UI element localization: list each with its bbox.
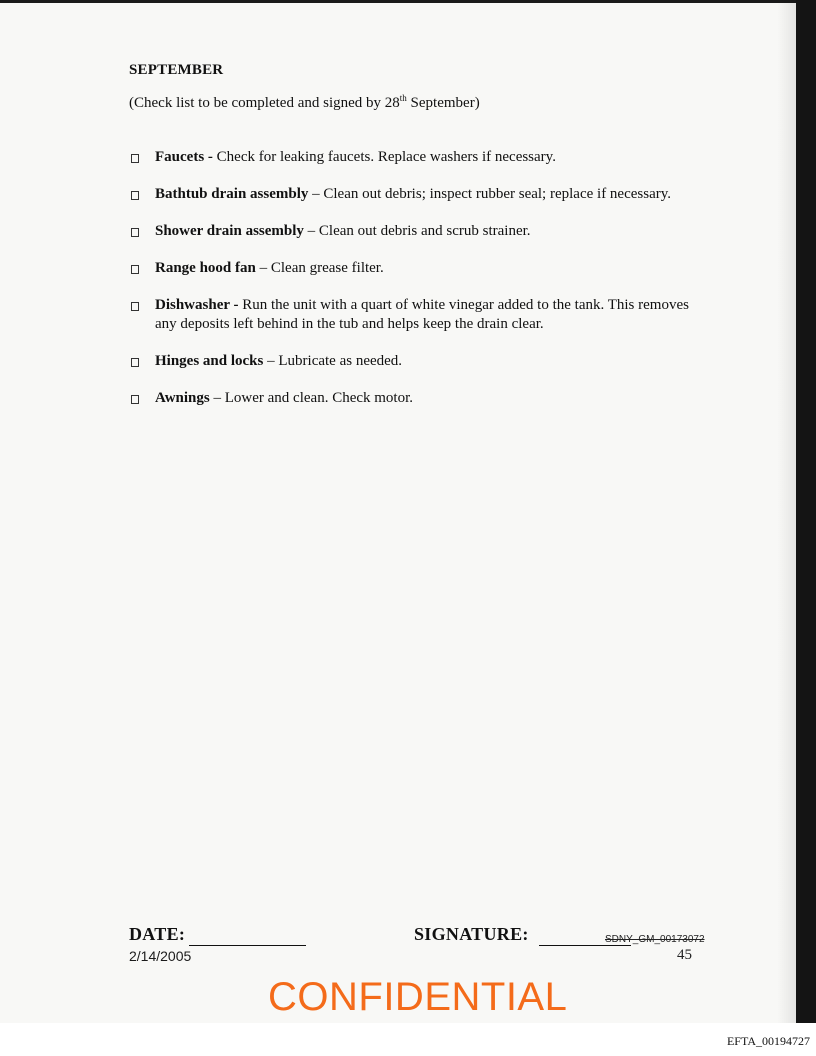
checklist-item-description: – Lubricate as needed. bbox=[263, 353, 403, 369]
scan-shadow bbox=[777, 0, 796, 1023]
date-label: DATE: bbox=[129, 924, 186, 944]
instructions-text: (Check list to be completed and signed by 28 bbox=[129, 95, 400, 111]
checklist-item-title: Awnings bbox=[155, 390, 210, 406]
instructions-superscript: th bbox=[399, 93, 407, 103]
checklist-item-description: – Clean out debris and scrub strainer. bbox=[303, 223, 531, 239]
checklist-item-title: Bathtub drain assembly bbox=[155, 186, 309, 202]
checklist-item-range-hood bbox=[129, 259, 689, 278]
checklist-item-shower-drain bbox=[129, 222, 689, 241]
checkbox-icon[interactable] bbox=[131, 154, 139, 163]
checkbox-icon[interactable] bbox=[131, 358, 139, 367]
checklist-item-title: Dishwasher - bbox=[155, 297, 243, 313]
confidential-stamp: CONFIDENTIAL bbox=[268, 975, 568, 1019]
scan-border-edge bbox=[796, 0, 816, 1023]
efta-identifier: EFTA_00194727 bbox=[726, 1034, 810, 1048]
checkbox-icon[interactable] bbox=[131, 265, 139, 274]
checklist-item-hinges-locks bbox=[129, 352, 689, 371]
checklist-item-title: Shower drain assembly bbox=[155, 223, 304, 239]
checklist-item-description: – Clean grease filter. bbox=[255, 260, 384, 276]
bates-stamp: SDNY_GM_00173072 bbox=[605, 934, 705, 945]
checklist-item-description: Run the unit with a quart of white vinegar added to the tank. This removes any deposits left behind in the tub and helps keep the drain clear. bbox=[155, 297, 689, 332]
checklist-item-faucets bbox=[129, 148, 689, 167]
checklist-item-title: Range hood fan bbox=[155, 260, 256, 276]
maintenance-checklist bbox=[129, 148, 689, 426]
checkbox-icon[interactable] bbox=[131, 228, 139, 237]
signature-blank-line[interactable] bbox=[539, 945, 631, 946]
checklist-item-awnings bbox=[129, 389, 689, 408]
checklist-item-title: Faucets - bbox=[155, 149, 217, 165]
checklist-item-dishwasher bbox=[129, 296, 689, 334]
instructions-text-end: September) bbox=[406, 95, 480, 111]
checklist-item-description: – Clean out debris; inspect rubber seal; replace if necessary. bbox=[308, 186, 672, 202]
date-blank-line[interactable] bbox=[189, 945, 306, 946]
month-heading: SEPTEMBER bbox=[129, 62, 224, 78]
checklist-item-description: – Lower and clean. Check motor. bbox=[209, 390, 414, 406]
checklist-item-title: Hinges and locks bbox=[155, 353, 264, 369]
checkbox-icon[interactable] bbox=[131, 302, 139, 311]
checklist-item-bathtub-drain bbox=[129, 185, 689, 204]
checkbox-icon[interactable] bbox=[131, 395, 139, 404]
date-value: 2/14/2005 bbox=[129, 948, 192, 964]
checklist-instructions bbox=[129, 95, 480, 112]
checkbox-icon[interactable] bbox=[131, 191, 139, 200]
signature-label: SIGNATURE: bbox=[414, 924, 529, 944]
checklist-item-description: Check for leaking faucets. Replace washers if necessary. bbox=[216, 149, 556, 165]
page-number: 45 bbox=[677, 947, 692, 963]
